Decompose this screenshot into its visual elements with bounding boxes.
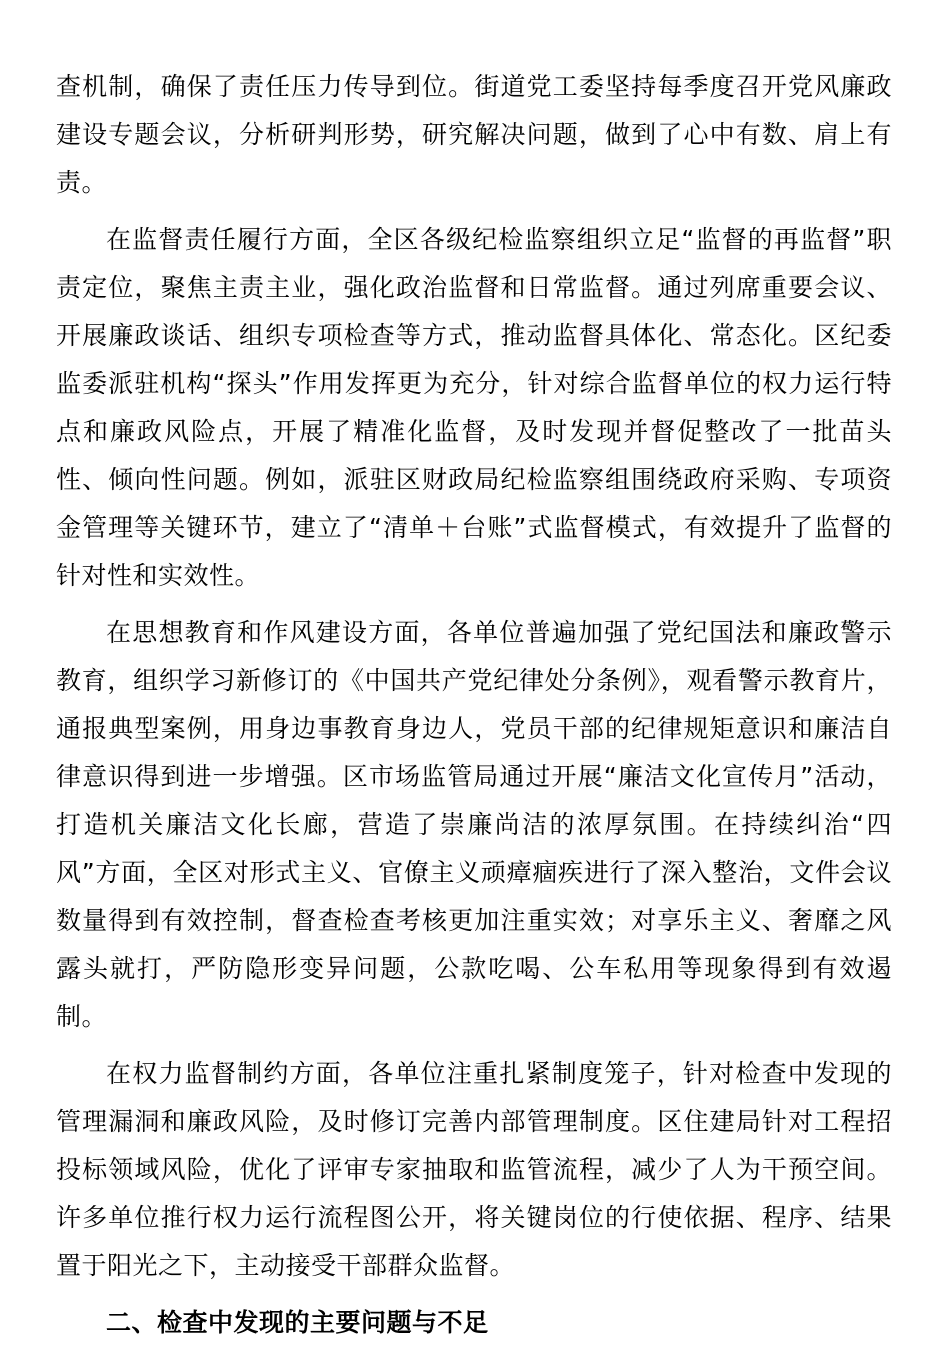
section-heading-problems: 二、检查中发现的主要问题与不足: [106, 1308, 489, 1337]
paragraph-power-restraint: 在权力监督制约方面，各单位注重扎紧制度笼子，针对检查中发现的管理漏洞和廉政风险，及时修订完善内部管理制度。区住建局针对工程招投标领域风险，优化了评审专家抽取和监管流程，减少了人为干预空间。许多单位推行权力运行流程图公开，将关键岗位的行使依据、程序、结果置于阳光之下，主动接受干部群众监督。: [56, 1059, 892, 1280]
paragraph-supervision-duty: 在监督责任履行方面，全区各级纪检监察组织立足“监督的再监督”职责定位，聚焦主责主业，强化政治监督和日常监督。通过列席重要会议、开展廉政谈话、组织专项检查等方式，推动监督具体化、常态化。区纪委监委派驻机构“探头”作用发挥更为充分，针对综合监督单位的权力运行特点和廉政风险点，开展了精准化监督，及时发现并督促整改了一批苗头性、倾向性问题。例如，派驻区财政局纪检监察组围绕政府采购、专项资金管理等关键环节，建立了“清单＋台账”式监督模式，有效提升了监督的针对性和实效性。: [56, 225, 892, 590]
paragraph-education-workstyle: 在思想教育和作风建设方面，各单位普遍加强了党纪国法和廉政警示教育，组织学习新修订的《中国共产党纪律处分条例》，观看警示教育片，通报典型案例，用身边事教育身边人，党员干部的纪律规矩意识和廉洁自律意识得到进一步增强。区市场监管局通过开展“廉洁文化宣传月”活动，打造机关廉洁文化长廊，营造了崇廉尚洁的浓厚氛围。在持续纠治“四风”方面，全区对形式主义、官僚主义顽瘴痼疾进行了深入整治，文件会议数量得到有效控制，督查检查考核更加注重实效；对享乐主义、奢靡之风露头就打，严防隐形变异问题，公款吃喝、公车私用等现象得到有效遏制。: [56, 618, 892, 1031]
paragraph-continuation: 查机制，确保了责任压力传导到位。街道党工委坚持每季度召开党风廉政建设专题会议，分析研判形势，研究解决问题，做到了心中有数、肩上有责。: [56, 72, 892, 197]
